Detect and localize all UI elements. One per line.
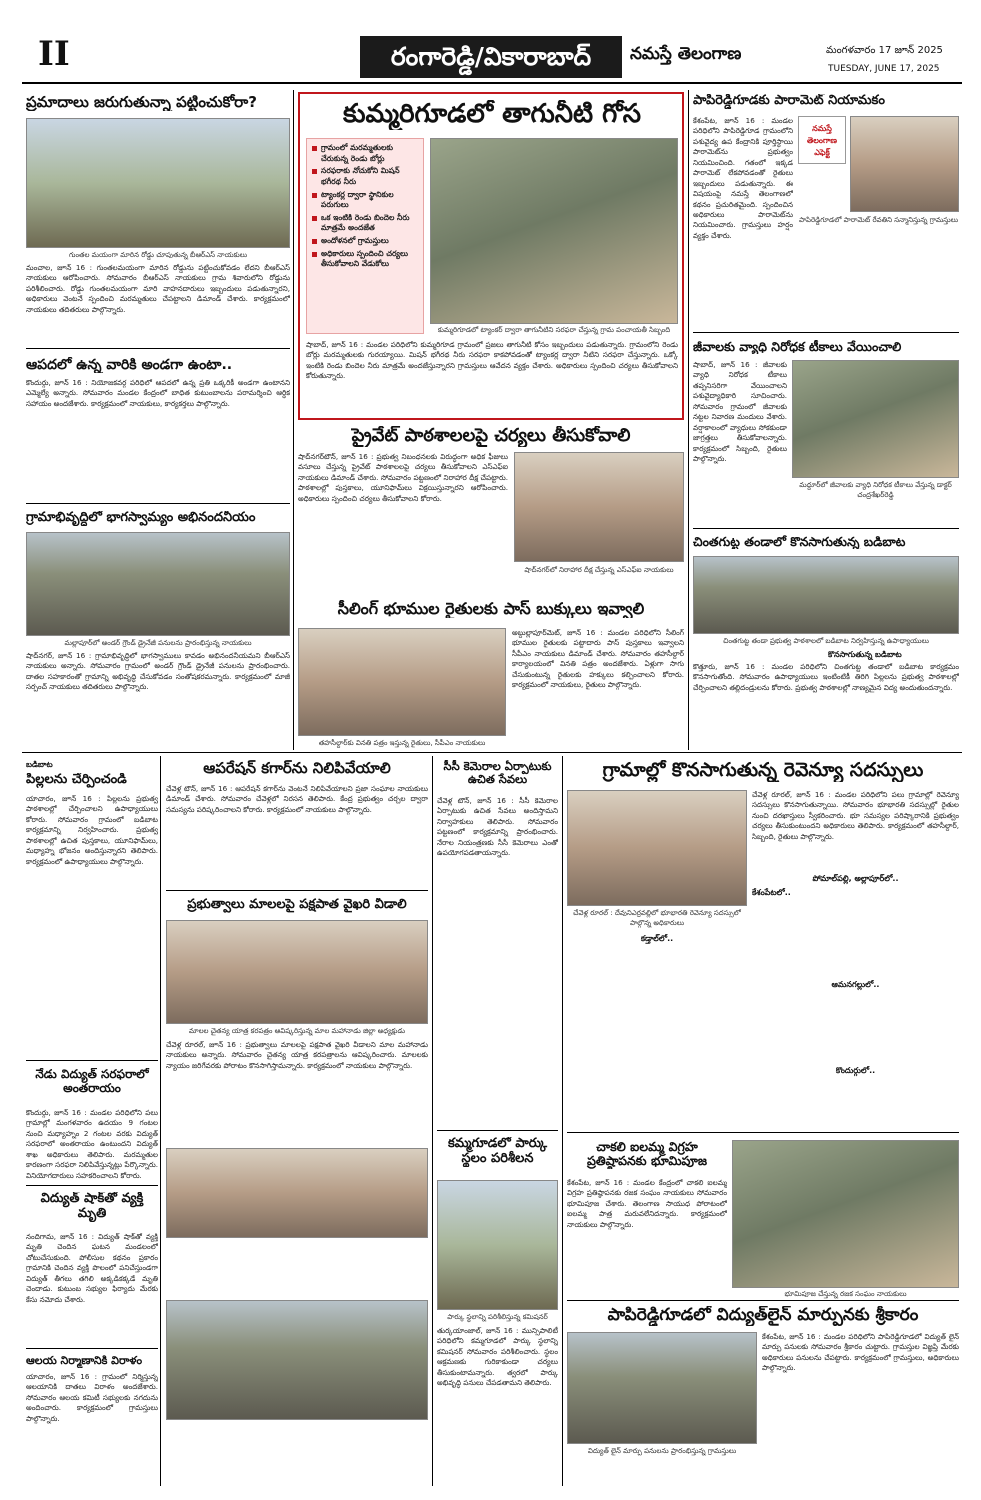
lead-photo: [430, 138, 678, 324]
page-number: II: [38, 34, 70, 74]
story-rule: [693, 332, 959, 333]
article-body: అబ్దుల్లాపూర్‌మెట్, జూన్ 16 : మండల పరిధిలోని సీలింగ్ భూముల రైతులకు పట్టాదారు పాస్ పుస్తకాలు ఇవ్వాలని సీపీఎం నాయకులు డిమాండ్ చేశారు. సోమవారం తహసీల్దార్ కార్యాలయంలో వినతి పత్రం అందజేశారు. ఏళ్లుగా సాగు చేసుకుంటున్న రైతులకు హక్కులు కల్పించాలని కోరారు. కార్యక్రమంలో నాయకులు, రైతులు పాల్గొన్నారు.: [512, 628, 684, 690]
article-subhead: కడ్తాల్‌లో..: [640, 934, 674, 943]
article-photo: [166, 1300, 428, 1420]
article-body: కొందుర్గు, జూన్ 16 : మండల పరిధిలోని పలు గ్రామాల్లో మంగళవారం ఉదయం 9 గంటల నుంచి మధ్యాహ్నం 2 గంటల వరకు విద్యుత్ సరఫరాలో అంతరాయం ఉంటుందని విద్యుత్ శాఖ అధికారులు తెలిపారు. మరమ్మతుల కారణంగా సరఫరా నిలిపివేస్తున్నట్లు పేర్కొన్నారు. వినియోగదారులు సహకరించాలని కోరారు.: [26, 1108, 158, 1180]
article-headline: గ్రామాల్లో కొనసాగుతున్న రెవెన్యూ సదస్సులు: [602, 760, 924, 781]
article-photo: [732, 1140, 959, 1288]
article-headline: విద్యుత్ షాక్‌తో వ్యక్తి మృతి: [40, 1192, 144, 1221]
article-headline: చింతగుట్ట తండాలో కొనసాగుతున్న బడిబాట: [693, 535, 906, 549]
article-headline: పాపిరెడ్డిగూడకు పారామెట్ నియామకం: [693, 94, 885, 108]
lead-caption: కుమ్మరిగూడలో ట్యాంకర్ ద్వారా తాగునీటిని సరఫరా చేస్తున్న గ్రామ పంచాయతీ సిబ్బంది: [437, 326, 671, 334]
article-photo: [166, 920, 428, 1024]
article-headline: నేడు విద్యుత్ సరఫరాలో అంతరాయం: [35, 1068, 149, 1095]
story-rule: [693, 528, 959, 529]
article-kicker: బడిబాట: [26, 760, 53, 769]
highlight-item: అందోళనలో గ్రామస్తులు: [312, 236, 418, 247]
article-body: యాచారం, జూన్ 16 : గ్రామంలో నిర్మిస్తున్న ఆలయానికి దాతలు విరాళం అందజేశారు. సోమవారం ఆలయ కమిటీ సభ్యులకు నగదును అందించారు. కార్యక్రమంలో గ్రామస్తులు పాల్గొన్నారు.: [26, 1372, 158, 1423]
article-body: యాచారం, జూన్ 16 : పిల్లలను ప్రభుత్వ పాఠశాలల్లో చేర్పించాలని ఉపాధ్యాయులు కోరారు. సోమవారం గ్రామంలో బడిబాట కార్యక్రమాన్ని నిర్వహించారు. ప్రభుత్వ పాఠశాలల్లో ఉచిత పుస్తకాలు, యూనిఫామ్‌లు, మధ్యాహ్న భోజనం అందిస్తున్నారని తెలిపారు. కార్యక్రమంలో ఉపాధ్యాయులు పాల్గొన్నారు.: [26, 794, 158, 866]
lead-body: షాబాద్, జూన్ 16 : మండల పరిధిలోని కుమ్మరిగూడ గ్రామంలో ప్రజలు తాగునీటి కోసం ఇబ్బందులు పడుతున్నారు. గ్రామంలోని రెండు బోర్లు మరమ్మతులకు గురయ్యాయి. మిషన్ భగీరథ నీరు సరఫరా కాకపోవడంతో ట్యాంకర్ల ద్వారా నీటిని సరఫరా చేస్తున్నారు. ఒక్కో ఇంటికి రెండు బిందెల నీరు మాత్రమే అందజేస్తున్నారని గ్రామస్తులు ఆవేదన వ్యక్తం చేశారు. అధికారులు స్పందించి చర్యలు తీసుకోవాలని కోరుతున్నారు.: [306, 340, 678, 381]
article-body: కేశంపేట, జూన్ 16 : మండల కేంద్రంలో చాకలి ఐలమ్మ విగ్రహ ప్రతిష్ఠాపనకు రజక సంఘం నాయకులు సోమవారం భూమిపూజ చేశారు. తెలంగాణ సాయుధ పోరాటంలో ఐలమ్మ పాత్ర మరువలేనిదన్నారు. కార్యక్రమంలో నాయకులు పాల్గొన్నారు.: [567, 1178, 727, 1229]
photo-caption: విద్యుత్ లైన్ మార్పు పనులను ప్రారంభిస్తున్న గ్రామస్తులు: [587, 1447, 737, 1455]
highlight-item: ట్యాంకర్ల ద్వారా స్థానికుల పరుగులు: [312, 190, 418, 211]
fold-rule: [22, 752, 962, 753]
story-rule: [26, 1348, 158, 1349]
article-photo: [850, 116, 959, 212]
article-headline: ఆపదలో ఉన్న వారికి అండగా ఉంటా..: [26, 357, 233, 373]
article-photo: [26, 532, 290, 636]
article-photo: [514, 452, 684, 562]
article-headline: ప్రైవేట్ పాఠశాలలపై చర్యలు తీసుకోవాలి: [351, 426, 631, 446]
article-body: మంచాల, జూన్ 16 : గుంతలమయంగా మారిన రోడ్డును పట్టించుకోవడం లేదని బీఆర్‌ఎస్ నాయకులు ఆరోపించారు. సోమవారం బీఆర్‌ఎస్ నాయకులు గ్రామ శివారులోని రోడ్డును పరిశీలించారు. రోడ్డు గుంతలమయంగా మారి వాహనదారులు ఇబ్బందులు పడుతున్నారని, అధికారులు వెంటనే స్పందించి మరమ్మతులు చేపట్టాలని డిమాండ్ చేశారు. కార్యక్రమంలో నాయకులు తదితరులు పాల్గొన్నారు.: [26, 263, 290, 314]
article-body: కొందుర్గు, జూన్ 16 : నియోజకవర్గ పరిధిలో ఆపదలో ఉన్న ప్రతి ఒక్కరికీ అండగా ఉంటానని ఎమ్మెల్యే అన్నారు. సోమవారం మండల కేంద్రంలో బాధిత కుటుంబాలను పరామర్శించి ఆర్థిక సహాయం అందజేశారు. కార్యక్రమంలో నాయకులు, కార్యకర్తలు పాల్గొన్నారు.: [26, 378, 290, 408]
article-body: కేశంపేట, జూన్ 16 : మండల పరిధిలోని పాపిరెడ్డిగూడలో విద్యుత్ లైన్ మార్పు పనులకు సోమవారం శ్రీకారం చుట్టారు. గ్రామస్తుల విజ్ఞప్తి మేరకు అధికారులు పనులను చేపట్టారు. కార్యక్రమంలో గ్రామస్తులు, అధికారులు పాల్గొన్నారు.: [762, 1332, 959, 1373]
lead-headline: కుమ్మరిగూడలో తాగునీటి గోస: [342, 100, 642, 129]
photo-caption: మద్దూర్‌లో జీవాలకు వ్యాధి నిరోధక టీకాలు వేస్తున్న డాక్టర్ చంద్రశేఖర్‌రెడ్డి: [799, 481, 952, 499]
column-divider: [293, 90, 294, 750]
highlight-item: గ్రామంలో మరమ్మతులకు చేరుకున్న రెండు బోర్లు: [312, 143, 418, 164]
article-photo: [298, 628, 506, 736]
article-headline: సీలింగ్ భూముల రైతులకు పాస్ బుక్కులు ఇవ్వాలి: [337, 600, 645, 618]
story-rule: [567, 1132, 959, 1133]
article-body: నందిగామ, జూన్ 16 : విద్యుత్ షాక్‌తో వ్యక్తి మృతి చెందిన ఘటన మండలంలో చోటుచేసుకుంది. పోలీసుల కథనం ప్రకారం గ్రామానికి చెందిన వ్యక్తి పొలంలో పనిచేస్తుండగా విద్యుత్ తీగలు తగిలి అక్కడికక్కడే మృతి చెందాడు. కుటుంబ సభ్యుల ఫిర్యాదు మేరకు కేసు నమోదు చేశారు.: [26, 1232, 158, 1304]
column-divider: [432, 756, 433, 1486]
column-divider: [160, 756, 161, 1486]
story-rule: [26, 348, 290, 349]
article-body: షాబాద్, జూన్ 16 : జీవాలకు వ్యాధి నిరోధక టీకాలు తప్పనిసరిగా వేయించాలని పశువైద్యాధికారి సూచించారు. సోమవారం గ్రామంలో జీవాలకు నట్టల నివారణ మందులు వేశారు. వర్షాకాలంలో వ్యాధులు సోకకుండా జాగ్రత్తలు తీసుకోవాలన్నారు. కార్యక్రమంలో సిబ్బంది, రైతులు పాల్గొన్నారు.: [693, 360, 787, 463]
article-headline: పిల్లలను చేర్పించండి: [26, 773, 127, 787]
article-subhead: కొందుర్గులో..: [835, 1066, 876, 1075]
article-photo: [26, 118, 290, 248]
section-title: రంగారెడ్డి/వికారాబాద్: [360, 36, 622, 78]
date-english: TUESDAY, JUNE 17, 2025: [828, 64, 940, 74]
story-rule: [437, 1130, 558, 1131]
article-headline: చాకలి ఐలమ్మ విగ్రహ ప్రతిష్ఠాపనకు భూమిపూజ: [586, 1140, 708, 1169]
photo-caption: చేవెళ్ల రూరల్ : దేవునిఎర్రవల్లిలో భూభారతి రెవెన్యూ సదస్సులో పాల్గొన్న అధికారులు: [573, 909, 741, 927]
column-divider: [562, 756, 563, 1486]
highlight-item: ఒక ఇంటికి రెండు బిందెల నీరు మాత్రమే అందజేత: [312, 213, 418, 234]
article-body: తుర్కయాంజాల్, జూన్ 16 : మున్సిపాలిటీ పరిధిలోని కమ్మగూడలో పార్కు స్థలాన్ని కమిషనర్ సోమవారం పరిశీలించారు. స్థలం ఆక్రమణకు గురికాకుండా చర్యలు తీసుకుంటామన్నారు. త్వరలో పార్కు అభివృద్ధి పనులు చేపడతామని తెలిపారు.: [437, 1326, 558, 1388]
article-headline: ఆపరేషన్ కగార్‌ను నిలిపివేయాలి: [203, 760, 391, 777]
article-headline: ప్రభుత్వాలు మాలలపై పక్షపాత వైఖరి వీడాలి: [187, 898, 407, 912]
photo-caption: తహసీల్దార్‌కు వినతి పత్రం ఇస్తున్న రైతులు, సీపీఎం నాయకులు: [318, 739, 486, 747]
article-headline: పాపిరెడ్డిగూడలో విద్యుత్‌లైన్ మార్పునకు శ్రీకారం: [607, 1306, 919, 1325]
article-body: చేవెళ్ల రూరల్, జూన్ 16 : ప్రభుత్వాలు మాలలపై పక్షపాత వైఖరి వీడాలని మాల మహానాడు నాయకులు అన్నారు. సోమవారం చైతన్య యాత్ర కరపత్రాలను ఆవిష్కరించారు. మాలలకు న్యాయం జరిగేవరకు పోరాటం కొనసాగిస్తామన్నారు. కార్యక్రమంలో నాయకులు పాల్గొన్నారు.: [166, 1040, 428, 1070]
highlight-item: సరఫరాకు నోచుకోని మిషన్ భగీరథ నీరు: [312, 166, 418, 187]
article-body: షాద్‌నగర్, జూన్ 16 : గ్రామాభివృద్ధిలో భాగస్వాములు కావడం అభినందనీయమని బీఆర్‌ఎస్ నాయకులు అన్నారు. సోమవారం గ్రామంలో అండర్ గ్రౌండ్ డ్రైనేజీ పనులను ప్రారంభించారు. దాతల సహకారంతో గ్రామాన్ని అభివృద్ధి చేసుకోవడం సంతోషకరమన్నారు. కార్యక్రమంలో మాజీ సర్పంచ్ నాయకులు తదితరులు పాల్గొన్నారు.: [26, 651, 290, 692]
story-rule: [26, 503, 290, 504]
photo-caption: పాపిరెడ్డిగూడలో పారామెట్ రేవతిని సన్మానిస్తున్న గ్రామస్తులు: [798, 216, 958, 224]
photo-caption: పార్కు స్థలాన్ని పరిశీలిస్తున్న కమిషనర్: [447, 1313, 548, 1321]
photo-caption: మాలల చైతన్య యాత్ర కరపత్రం ఆవిష్కరిస్తున్న మాల మహానాడు జిల్లా అధ్యక్షుడు: [188, 1027, 406, 1035]
article-photo: [437, 1180, 558, 1310]
column-divider: [688, 90, 689, 750]
article-headline: కమ్మగూడలో పార్కు స్థలం పరిశీలన: [447, 1137, 548, 1166]
article-body: కేశంపేట, జూన్ 16 : మండల పరిధిలోని పాపిరెడ్డిగూడ గ్రామంలోని పశువైద్య ఉప కేంద్రానికి పూర్తిస్థాయి పారామెట్‌ను ప్రభుత్వం నియమించింది. గతంలో ఇక్కడ పారామెట్ లేకపోవడంతో రైతులు ఇబ్బందులు పడుతున్నారు. ఈ విషయంపై నమస్తే తెలంగాణలో కథనం ప్రచురితమైంది. స్పందించిన అధికారులు పారామెట్‌ను నియమించారు. గ్రామస్తులు హర్షం వ్యక్తం చేశారు.: [693, 116, 793, 240]
date-telugu: మంగళవారం 17 జూన్ 2025: [826, 45, 943, 56]
article-photo: [567, 1332, 757, 1444]
photo-caption: మల్లాపూర్‌లో అండర్ గ్రౌండ్ డ్రైనేజీ పనులను ప్రారంభిస్తున్న నాయకులు: [64, 639, 252, 647]
photo-caption: గుంతల మయంగా మారిన రోడ్డు చూపుతున్న బీఆర్‌ఎస్ నాయకులు: [68, 251, 248, 259]
article-photo: [166, 1148, 428, 1238]
article-headline: జీవాలకు వ్యాధి నిరోధక టీకాలు వేయించాలి: [693, 340, 902, 354]
article-body: చేవెళ్ల టౌన్, జూన్ 16 : ఆపరేషన్ కగార్‌ను వెంటనే నిలిపివేయాలని ప్రజా సంఘాల నాయకులు డిమాండ్ చేశారు. సోమవారం చేవెళ్లలో నిరసన తెలిపారు. కేంద్ర ప్రభుత్వం చర్చల ద్వారా సమస్యను పరిష్కరించాలని కోరారు. కార్యక్రమంలో నాయకులు పాల్గొన్నారు.: [166, 784, 428, 814]
article-subhead: కేశంపేటలో..: [752, 888, 791, 897]
lead-highlights: [306, 138, 424, 334]
story-rule: [26, 1060, 158, 1061]
story-rule: [26, 1185, 158, 1186]
article-headline: ఆలయ నిర్మాణానికి విరాళం: [26, 1355, 143, 1367]
article-subhead: ఆమనగల్లులో..: [831, 980, 880, 989]
photo-caption: షాద్‌నగర్‌లో నిరాహార దీక్ష చేస్తున్న ఎస్‌ఎఫ్‌ఐ నాయకులు: [524, 566, 674, 574]
effect-logo: నమస్తే తెలంగాణ ఎఫెక్ట్: [798, 116, 846, 164]
article-body: కొత్తూరు, జూన్ 16 : మండల పరిధిలోని చింతగుట్ట తండాలో బడిబాట కార్యక్రమం కొనసాగుతోంది. సోమవారం ఉపాధ్యాయులు ఇంటింటికీ తిరిగి పిల్లలను ప్రభుత్వ పాఠశాలల్లో చేర్పించాలని తల్లిదండ్రులను కోరారు. ప్రభుత్వ పాఠశాలల్లో నాణ్యమైన విద్య అందుతుందన్నారు.: [693, 662, 959, 692]
photo-caption: చింతగుట్ట తండా ప్రభుత్వ పాఠశాలలో బడిబాట నిర్వహిస్తున్న ఉపాధ్యాయులు: [723, 637, 929, 645]
story-rule: [567, 1300, 959, 1301]
article-headline: గ్రామాభివృద్ధిలో భాగస్వామ్యం అభినందనీయం: [26, 511, 256, 525]
masthead-rule: [22, 82, 962, 84]
story-rule: [166, 890, 428, 891]
article-body: చేవెళ్ల రూరల్, జూన్ 16 : మండల పరిధిలోని పలు గ్రామాల్లో రెవెన్యూ సదస్సులు కొనసాగుతున్నాయి. సోమవారం భూభారతి సదస్సుల్లో రైతుల నుంచి దరఖాస్తులు స్వీకరించారు. భూ సమస్యల పరిష్కారానికి ప్రభుత్వం చర్యలు తీసుకుంటుందని అధికారులు తెలిపారు. కార్యక్రమంలో తహసీల్దార్, సిబ్బంది, రైతులు పాల్గొన్నారు.: [752, 790, 959, 841]
article-subhead: పోమాల్‌పల్లి, అల్లాపూర్‌లో..: [812, 874, 899, 883]
article-body: చేవెళ్ల టౌన్, జూన్ 16 : సీసీ కెమెరాల ఏర్పాటుకు ఉచిత సేవలు అందిస్తామని నిర్వాహకులు తెలిపారు. సోమవారం పట్టణంలో కార్యక్రమాన్ని ప్రారంభించారు. నేరాల నియంత్రణకు సీసీ కెమెరాలు ఎంతో ఉపయోగపడతాయన్నారు.: [437, 796, 558, 858]
article-body: షాద్‌నగర్‌టౌన్, జూన్ 16 : ప్రభుత్వ నిబంధనలకు విరుద్ధంగా అధిక ఫీజులు వసూలు చేస్తున్న ప్రైవేట్ పాఠశాలలపై చర్యలు తీసుకోవాలని ఎస్‌ఎఫ్‌ఐ నాయకులు డిమాండ్ చేశారు. సోమవారం పట్టణంలో నిరాహార దీక్ష చేపట్టారు. పాఠశాలల్లో పుస్తకాలు, యూనిఫామ్‌లు విక్రయిస్తున్నారని ఆరోపించారు. అధికారులు స్పందించి చర్యలు తీసుకోవాలని కోరారు.: [298, 452, 508, 503]
article-photo: [567, 790, 747, 906]
article-photo: [693, 556, 959, 634]
article-photo: [792, 360, 959, 478]
highlight-item: అధికారులు స్పందించి చర్యలు తీసుకోవాలని వేడుకోలు: [312, 249, 418, 270]
article-headline: సీసీ కెమెరాల ఏర్పాటుకు ఉచిత సేవలు: [443, 760, 552, 787]
article-subhead: కొనసాగుతున్న బడిబాట: [828, 650, 902, 659]
photo-caption: భూమిపూజ చేస్తున్న రజక సంఘం నాయకులు: [784, 1290, 907, 1298]
article-headline: ప్రమాదాలు జరుగుతున్నా పట్టించుకోరా?: [26, 94, 257, 111]
newspaper-brand: నమస్తే తెలంగాణ: [630, 44, 742, 64]
